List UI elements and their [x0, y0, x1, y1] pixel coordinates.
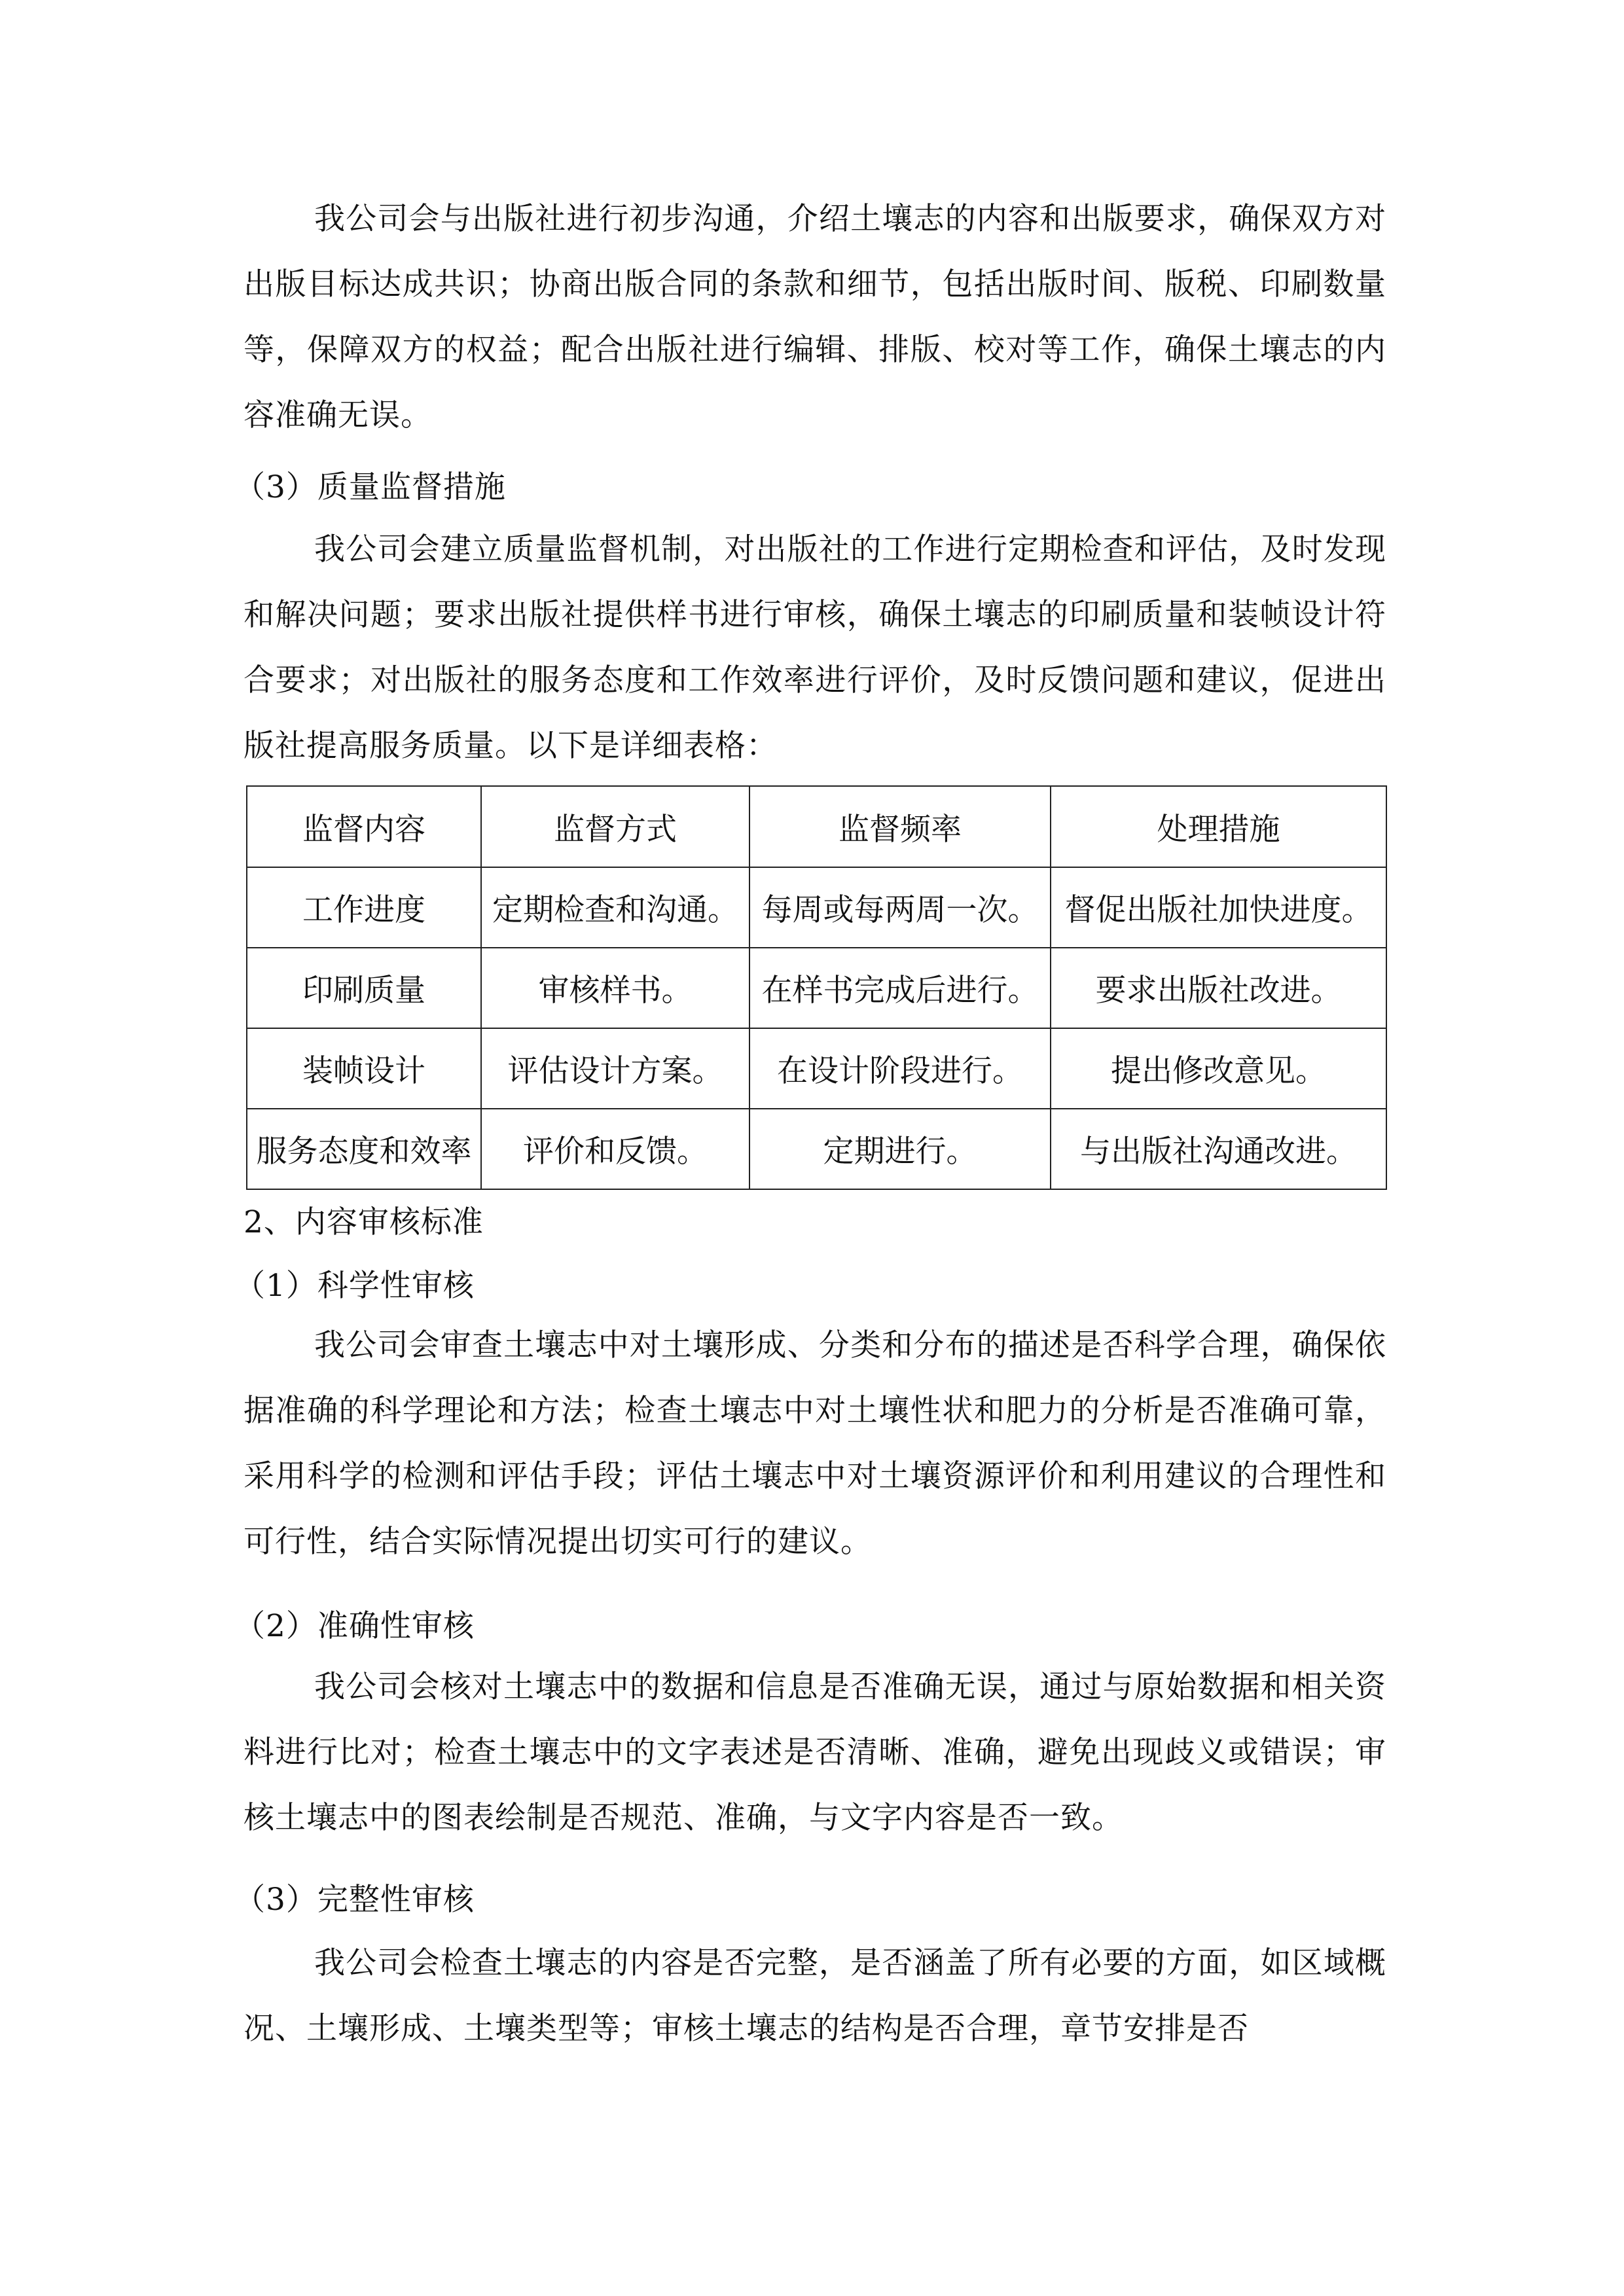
table-cell: 要求出版社改进。 [1051, 948, 1386, 1028]
supervision-table [246, 785, 1387, 1190]
table-cell: 提出修改意见。 [1051, 1028, 1386, 1109]
completeness-review-paragraph: 我公司会检查土壤志的内容是否完整，是否涵盖了所有必要的方面，如区域概况、土壤形成、土壤类型等；审核土壤志的结构是否合理，章节安排是否 [244, 1945, 1386, 2047]
intro-paragraph: 我公司会与出版社进行初步沟通，介绍土壤志的内容和出版要求，确保双方对出版目标达成共识；协商出版合同的条款和细节，包括出版时间、版税、印刷数量等，保障双方的权益；配合出版社进行编辑、排版、校对等工作，确保土壤志的内容准确无误。 [244, 201, 1386, 433]
table-header-row [247, 786, 1386, 867]
table-cell: 在样书完成后进行。 [749, 948, 1051, 1028]
table-header-cell: 监督方式 [481, 786, 749, 867]
table-row [247, 867, 1386, 948]
scientific-review-paragraph: 我公司会审查土壤志中对土壤形成、分类和分布的描述是否科学合理，确保依据准确的科学理论和方法；检查土壤志中对土壤性状和肥力的分析是否准确可靠，采用科学的检测和评估手段；评估土壤志中对土壤资源评价和利用建议的合理性和可行性，结合实际情况提出切实可行的建议。 [244, 1327, 1386, 1560]
table-row [247, 1109, 1386, 1189]
table-header-cell: 监督频率 [749, 786, 1051, 867]
scientific-review-heading: （1）科学性审核 [234, 1268, 475, 1304]
quality-section-heading: （3）质量监督措施 [234, 469, 506, 505]
table-header-cell: 处理措施 [1051, 786, 1386, 867]
table-cell: 工作进度 [247, 867, 481, 948]
table-cell: 每周或每两周一次。 [749, 867, 1051, 948]
table-cell: 督促出版社加快进度。 [1051, 867, 1386, 948]
table-cell: 评估设计方案。 [481, 1028, 749, 1109]
accuracy-review-heading: （2）准确性审核 [234, 1608, 475, 1644]
table-row [247, 1028, 1386, 1109]
quality-section-paragraph: 我公司会建立质量监督机制，对出版社的工作进行定期检查和评估，及时发现和解决问题；要求出版社提供样书进行审核，确保土壤志的印刷质量和装帧设计符合要求；对出版社的服务态度和工作效率进行评价，及时反馈问题和建议，促进出版社提高服务质量。以下是详细表格： [244, 531, 1386, 764]
accuracy-review-paragraph: 我公司会核对土壤志中的数据和信息是否准确无误，通过与原始数据和相关资料进行比对；检查土壤志中的文字表述是否清晰、准确，避免出现歧义或错误；审核土壤志中的图表绘制是否规范、准确，与文字内容是否一致。 [244, 1669, 1386, 1836]
content-review-heading: 2、内容审核标准 [244, 1204, 484, 1240]
table-cell: 印刷质量 [247, 948, 481, 1028]
table-cell: 定期检查和沟通。 [481, 867, 749, 948]
completeness-review-heading: （3）完整性审核 [234, 1882, 475, 1918]
table-row [247, 948, 1386, 1028]
table-cell: 定期进行。 [749, 1109, 1051, 1189]
table-cell: 服务态度和效率 [247, 1109, 481, 1189]
table-cell: 在设计阶段进行。 [749, 1028, 1051, 1109]
table-cell: 审核样书。 [481, 948, 749, 1028]
table-cell: 评价和反馈。 [481, 1109, 749, 1189]
table-cell: 与出版社沟通改进。 [1051, 1109, 1386, 1189]
table-cell: 装帧设计 [247, 1028, 481, 1109]
table-header-cell: 监督内容 [247, 786, 481, 867]
